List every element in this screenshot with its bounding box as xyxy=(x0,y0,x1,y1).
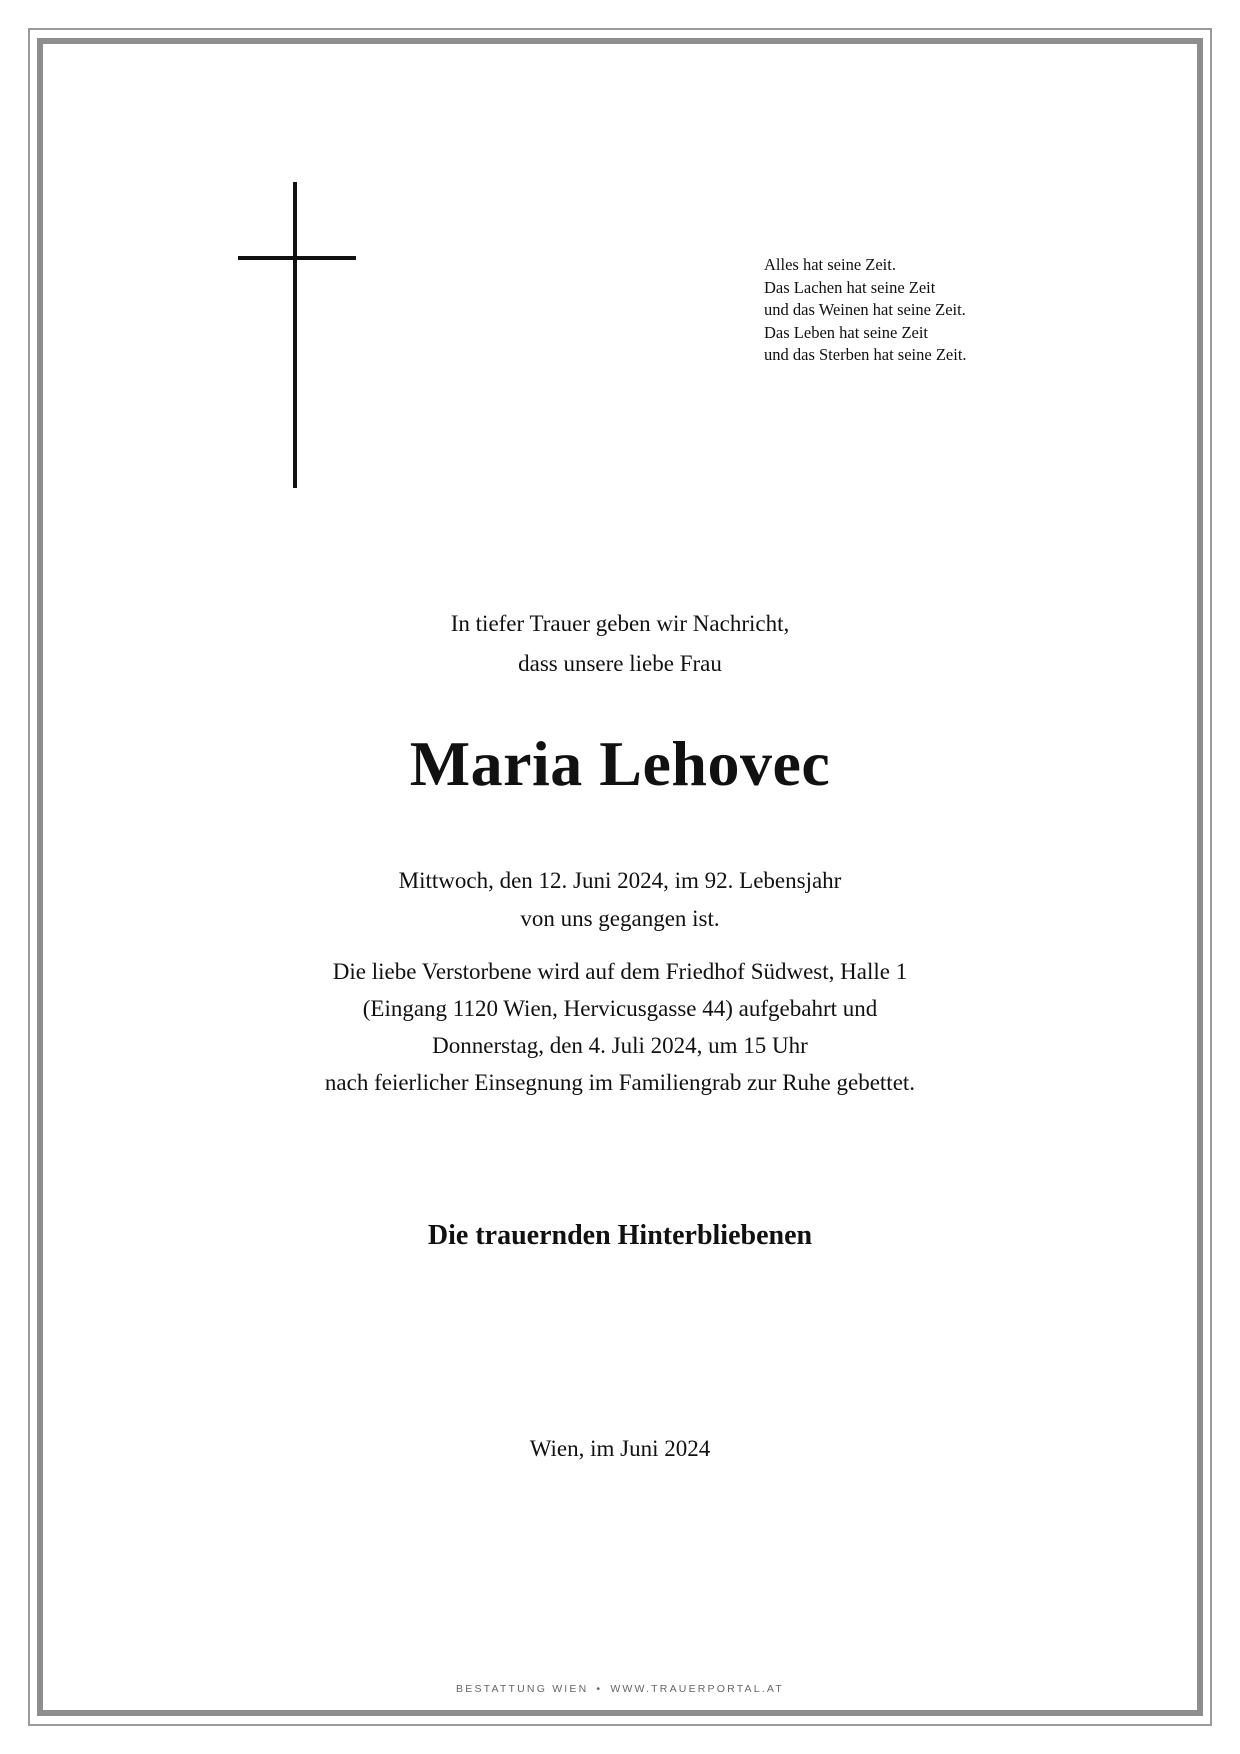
deceased-name: Maria Lehovec xyxy=(409,728,831,799)
cross-horizontal-bar xyxy=(238,256,356,260)
intro-line: dass unsere liebe Frau xyxy=(518,651,722,676)
death-line: von uns gegangen ist. xyxy=(520,906,720,931)
burial-info xyxy=(0,953,1240,1101)
place-date: Wien, im Juni 2024 xyxy=(529,1436,711,1461)
burial-line: Die liebe Verstorbene wird auf dem Friedhof Südwest, Halle 1 xyxy=(332,959,908,984)
quote-line: Alles hat seine Zeit. xyxy=(764,255,896,274)
quote-block xyxy=(764,254,967,367)
quote-line: Das Leben hat seine Zeit xyxy=(764,322,929,342)
burial-line: nach feierlicher Einsegnung im Familiengrab zur Ruhe gebettet. xyxy=(324,1070,916,1095)
burial-line: Donnerstag, den 4. Juli 2024, um 15 Uhr xyxy=(432,1033,808,1058)
quote-line: und das Sterben hat seine Zeit. xyxy=(764,345,967,364)
footer-company: BESTATTUNG WIEN xyxy=(456,1683,589,1695)
mourners-signature: Die trauernden Hinterbliebenen xyxy=(427,1220,813,1251)
footer-website-link[interactable]: WWW.TRAUERPORTAL.AT xyxy=(610,1683,784,1695)
footer xyxy=(0,1681,1240,1697)
footer-separator: • xyxy=(596,1683,603,1695)
intro-line: In tiefer Trauer geben wir Nachricht, xyxy=(450,611,790,636)
cross-vertical-bar xyxy=(293,182,297,488)
death-line: Mittwoch, den 12. Juni 2024, im 92. Lebensjahr xyxy=(398,868,842,893)
burial-line: (Eingang 1120 Wien, Hervicusgasse 44) aufgebahrt und xyxy=(362,996,878,1021)
quote-line: und das Weinen hat seine Zeit. xyxy=(764,300,966,319)
intro-text xyxy=(0,604,1240,684)
death-notice xyxy=(0,862,1240,938)
quote-line: Das Lachen hat seine Zeit xyxy=(764,277,936,297)
cross-icon xyxy=(238,182,356,488)
